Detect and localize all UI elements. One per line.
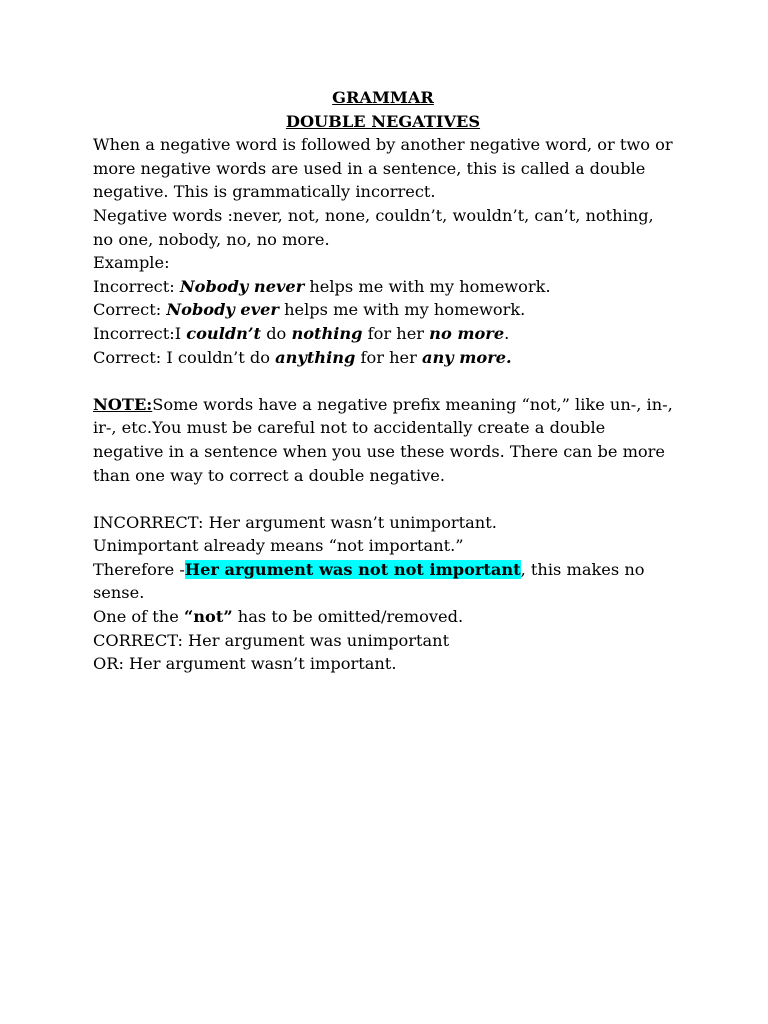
therefore-prefix: Therefore -	[93, 559, 185, 579]
or-line: OR: Her argument wasn’t important.	[93, 654, 397, 674]
example-emphasis: any more.	[421, 347, 512, 367]
omit-rest: has to be omitted/removed.	[232, 607, 464, 627]
example-incorrect-2	[93, 322, 673, 346]
example-rest: helps me with my homework.	[278, 300, 526, 320]
incorrect-line: INCORRECT: Her argument wasn’t unimportant.	[93, 512, 497, 532]
example-emphasis: no more	[429, 323, 505, 343]
document-title: GRAMMAR	[332, 88, 434, 107]
intro-paragraph: When a negative word is followed by another negative word, or two or more negative words are used in a sentence, this is called a double negative. This is grammatically incorrect.	[93, 135, 673, 202]
already-means-line: Unimportant already means “not important.”	[93, 536, 464, 556]
example-rest: helps me with my homework.	[304, 276, 551, 296]
therefore-rest: , this makes no sense.	[93, 559, 645, 603]
example-mid: do	[261, 323, 292, 343]
spacer	[93, 369, 673, 393]
omit-emphasis: “not”	[183, 607, 233, 627]
negative-words-paragraph: Negative words :never, not, none, couldn’t, wouldn’t, can’t, nothing, no one, nobody, no, no more.	[93, 205, 654, 249]
example-prefix: Incorrect:	[93, 276, 180, 296]
note-text: Some words have a negative prefix meaning “not,” like un-, in-, ir-, etc.You must be careful not to accidentally create a double negative in a sentence when you use these words. There can be more than one way to correct a double negative.	[93, 394, 673, 485]
example-mid: for her	[355, 347, 422, 367]
note-label: NOTE:	[93, 394, 153, 414]
example-end: .	[504, 323, 510, 343]
example-correct-2	[93, 346, 673, 370]
document-page	[93, 86, 673, 676]
example-incorrect-1	[93, 275, 673, 299]
example-emphasis: nothing	[291, 323, 363, 343]
correct-line: CORRECT: Her argument was unimportant	[93, 630, 450, 650]
example-emphasis: Nobody never	[179, 276, 305, 296]
example-prefix: Correct: I couldn’t do	[93, 347, 276, 367]
highlighted-sentence: Her argument was not not important	[184, 559, 521, 579]
example-mid: for her	[362, 323, 430, 343]
example-correct-1	[93, 298, 673, 322]
example-prefix: Correct:	[93, 300, 167, 320]
example-emphasis: anything	[275, 347, 356, 367]
example-prefix: Incorrect:I	[93, 323, 187, 343]
example-emphasis: couldn’t	[186, 323, 262, 343]
therefore-paragraph	[93, 558, 673, 605]
omit-prefix: One of the	[93, 607, 184, 627]
document-subtitle: DOUBLE NEGATIVES	[285, 111, 481, 131]
omit-line	[93, 605, 673, 629]
example-emphasis: Nobody ever	[166, 300, 279, 320]
note-paragraph	[93, 393, 673, 487]
example-label: Example:	[93, 253, 170, 273]
spacer	[93, 487, 673, 511]
